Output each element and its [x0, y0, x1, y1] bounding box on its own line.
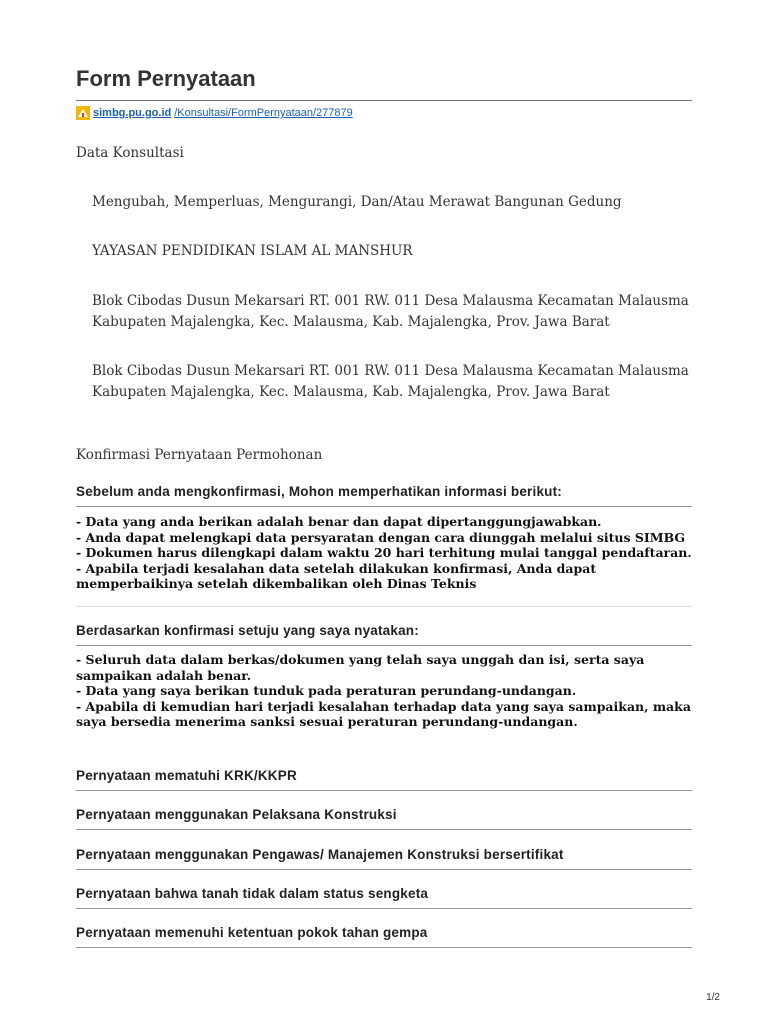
divider — [76, 645, 692, 646]
konfirmasi-heading: Konfirmasi Pernyataan Permohonan — [76, 447, 323, 463]
title-divider — [76, 100, 692, 101]
agree-line: - Seluruh data dalam berkas/dokumen yang telah saya unggah dan isi, serta saya — [76, 652, 645, 667]
statement-tanah: Pernyataan bahwa tanah tidak dalam status sengketa — [76, 886, 429, 901]
divider — [76, 947, 692, 948]
agree-heading: Berdasarkan konfirmasi setuju yang saya nyatakan: — [76, 623, 419, 638]
statement-krk-kkpr: Pernyataan mematuhi KRK/KKPR — [76, 768, 297, 783]
notice-heading: Sebelum anda mengkonfirmasi, Mohon memperhatikan informasi berikut: — [76, 484, 562, 499]
address-line: Blok Cibodas Dusun Mekarsari RT. 001 RW. 011 Desa Malausma Kecamatan Malausma — [92, 293, 689, 309]
statement-pengawas: Pernyataan menggunakan Pengawas/ Manajemen Konstruksi bersertifikat — [76, 847, 564, 862]
notice-list — [76, 514, 696, 592]
source-url[interactable] — [76, 106, 353, 120]
agree-line: saya bersedia menerima sanksi sesuai peraturan perundang-undangan. — [76, 714, 578, 729]
building-address — [92, 361, 692, 403]
notice-line: - Anda dapat melengkapi data persyaratan dengan cara diunggah melalui situs SIMBG — [76, 529, 686, 545]
statement-pelaksana: Pernyataan menggunakan Pelaksana Konstruksi — [76, 807, 397, 822]
konsultasi-type: Mengubah, Memperluas, Mengurangi, Dan/Atau Merawat Bangunan Gedung — [92, 194, 622, 210]
divider — [76, 869, 692, 870]
notice-line: - Apabila terjadi kesalahan data setelah dilakukan konfirmasi, Anda dapat — [76, 560, 597, 576]
notice-line: - Data yang anda berikan adalah benar dan dapat dipertanggungjawabkan. — [76, 514, 602, 529]
divider — [76, 506, 692, 507]
pupr-logo-icon — [76, 106, 90, 120]
divider — [76, 908, 692, 909]
agree-line: - Apabila di kemudian hari terjadi kesalahan terhadap data yang saya sampaikan, maka — [76, 698, 691, 714]
agree-line: - Data yang saya berikan tunduk pada peraturan perundang-undangan. — [76, 683, 577, 698]
agree-line: sampaikan adalah benar. — [76, 667, 252, 683]
agree-list — [76, 652, 696, 730]
url-host[interactable]: simbg.pu.go.id — [93, 107, 172, 119]
divider — [76, 790, 692, 791]
url-path[interactable]: /Konsultasi/FormPernyataan/277879 — [174, 107, 353, 119]
data-konsultasi-heading: Data Konsultasi — [76, 145, 184, 161]
notice-line: memperbaikinya setelah dikembalikan oleh Dinas Teknis — [76, 576, 477, 591]
address-line: Kabupaten Majalengka, Kec. Malausma, Kab. Majalengka, Prov. Jawa Barat — [92, 314, 610, 330]
divider — [76, 606, 692, 607]
address-line: Kabupaten Majalengka, Kec. Malausma, Kab. Majalengka, Prov. Jawa Barat — [92, 384, 610, 400]
page-number: 1/2 — [706, 992, 720, 1003]
divider — [76, 829, 692, 830]
page-title: Form Pernyataan — [76, 66, 256, 91]
applicant-name: YAYASAN PENDIDIKAN ISLAM AL MANSHUR — [92, 243, 413, 259]
statement-gempa: Pernyataan memenuhi ketentuan pokok tahan gempa — [76, 925, 428, 940]
address-line: Blok Cibodas Dusun Mekarsari RT. 001 RW. 011 Desa Malausma Kecamatan Malausma — [92, 363, 689, 379]
applicant-address — [92, 291, 692, 333]
notice-line: - Dokumen harus dilengkapi dalam waktu 20 hari terhitung mulai tanggal pendaftaran. — [76, 545, 692, 560]
